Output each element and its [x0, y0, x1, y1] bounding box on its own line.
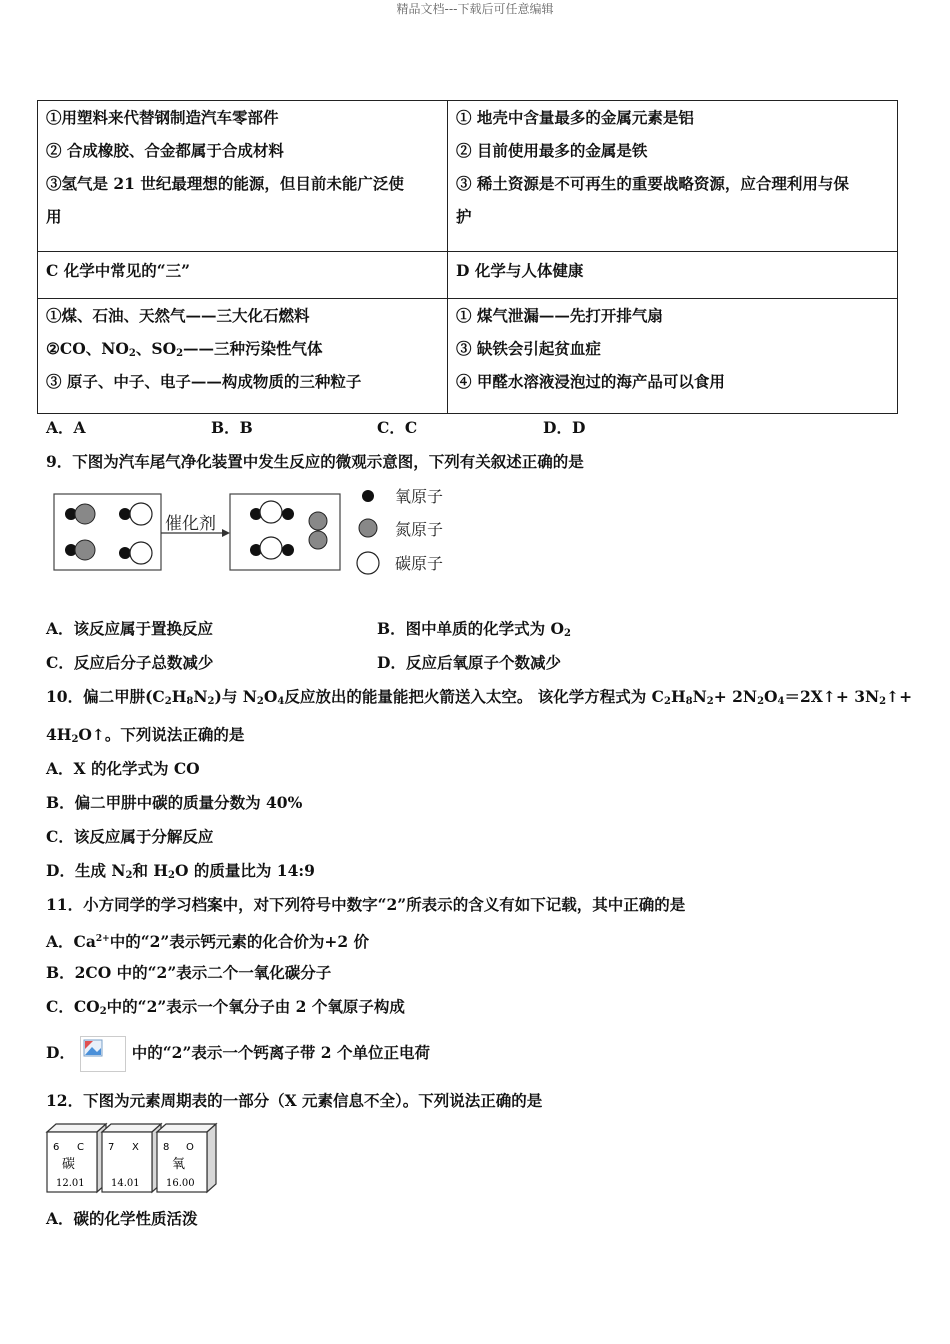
carbon-atom	[260, 501, 282, 523]
oxygen-atom	[282, 508, 294, 520]
q9-option-a[interactable]: A．该反应属于置换反应	[46, 619, 214, 638]
element-number: 8	[163, 1142, 170, 1153]
element-cell-oxygen	[157, 1124, 216, 1192]
text: D．	[46, 1043, 75, 1062]
subscript: 2	[168, 870, 175, 881]
element-mass: 12.01	[56, 1178, 85, 1189]
q10-stem-line1	[46, 687, 912, 712]
subscript: 2	[564, 628, 571, 639]
q11-option-d[interactable]	[46, 1035, 430, 1072]
cell-line: ③氢气是 21 世纪最理想的能源，但目前未能广泛使	[46, 174, 404, 193]
subscript: 2	[879, 696, 887, 707]
subscript: 2	[176, 348, 184, 359]
product-box	[230, 494, 340, 570]
cell-line: D 化学与人体健康	[456, 261, 584, 280]
text: 4H	[46, 725, 72, 744]
q10-stem-line2	[46, 725, 244, 750]
subscript: 2	[125, 870, 133, 881]
subscript: 4	[277, 696, 285, 707]
text: N	[193, 687, 208, 706]
subscript: 2	[663, 696, 671, 707]
superscript: 2+	[95, 934, 110, 944]
q9-option-c[interactable]: C．反应后分子总数减少	[46, 653, 214, 672]
table-row	[38, 252, 898, 299]
q8-option-a[interactable]: A．A	[46, 418, 86, 437]
page-header: 精品文档---下载后可任意编辑	[396, 2, 554, 16]
legend-oxygen-label: 氧原子	[395, 487, 444, 506]
cell-line: ④ 甲醛水溶液浸泡过的海产品可以食用	[456, 372, 725, 391]
carbon-atom	[130, 542, 152, 564]
q10-option-c[interactable]: C．该反应属于分解反应	[46, 827, 214, 846]
text: O	[263, 687, 278, 706]
cell-line: ② 合成橡胶、合金都属于合成材料	[46, 141, 284, 160]
nitrogen-atom	[75, 504, 95, 524]
table-row	[38, 299, 898, 414]
q8-option-c[interactable]: C．C	[377, 418, 418, 437]
q8-option-b[interactable]: B．B	[211, 418, 253, 437]
cell-line: ① 煤气泄漏——先打开排气扇	[456, 306, 663, 325]
broken-image-icon	[80, 1036, 126, 1072]
text: 中的“2”表示一个氧分子由 2 个氧原子构成	[106, 997, 405, 1016]
subscript: 2	[99, 1006, 107, 1017]
subscript: 8	[685, 696, 693, 707]
q12-stem: 12．下图为元素周期表的一部分（X 元素信息不全）。下列说法正确的是	[46, 1091, 543, 1110]
text: H	[171, 687, 187, 706]
q11-stem: 11．小方同学的学习档案中，对下列符号中数字“2”所表示的含义有如下记载，其中正确的是	[46, 895, 686, 914]
text: N	[692, 687, 707, 706]
text: 反应放出的能量能把火箭送入太空。 该化学方程式为 C	[284, 687, 664, 706]
cell-line: ①煤、石油、天然气——三大化石燃料	[46, 306, 310, 325]
element-name: 碳	[62, 1157, 76, 1172]
carbon-atom	[130, 503, 152, 525]
q10-option-d[interactable]	[46, 861, 315, 886]
element-mass: 14.01	[111, 1178, 140, 1189]
q11-option-c[interactable]	[46, 997, 405, 1022]
element-symbol: X	[132, 1142, 139, 1153]
q10-option-b[interactable]: B．偏二甲肼中碳的质量分数为 40%	[46, 793, 303, 812]
cell-line: ③ 稀土资源是不可再生的重要战略资源，应合理利用与保	[456, 174, 849, 193]
oxygen-atom	[282, 544, 294, 556]
legend-carbon-label: 碳原子	[395, 554, 444, 573]
subscript: 8	[186, 696, 194, 707]
subscript: 2	[706, 696, 714, 707]
subscript: 2	[71, 734, 79, 745]
q10-option-a[interactable]: A．X 的化学式为 CO	[46, 759, 200, 778]
subscript: 4	[777, 696, 785, 707]
text: D．生成 N	[46, 861, 126, 880]
table-cell-d-header	[448, 252, 898, 299]
cell-line: ①用塑料来代替钢制造汽车零部件	[46, 108, 279, 127]
text: C．CO	[46, 997, 100, 1016]
text: )与 N	[214, 687, 257, 706]
carbon-atom	[260, 537, 282, 559]
text: ——三种污染性气体	[183, 339, 323, 358]
table-cell-c	[38, 299, 448, 414]
element-symbol: C	[77, 1142, 84, 1153]
text: O 的质量比为 14:9	[175, 861, 315, 880]
arrow-head-icon	[222, 529, 230, 537]
subscript: 2	[207, 696, 215, 707]
text: ＝2X↑+ 3N	[784, 687, 880, 706]
subscript: 2	[128, 348, 136, 359]
oxygen-atom	[119, 547, 131, 559]
cell-line: ② 目前使用最多的金属是铁	[456, 141, 648, 160]
legend-nitrogen-icon	[359, 519, 377, 537]
q11-option-a[interactable]	[46, 929, 369, 952]
cell-line: ① 地壳中含量最多的金属元素是铝	[456, 108, 694, 127]
cell-line: 护	[456, 207, 472, 226]
q8-table	[37, 100, 898, 414]
legend-carbon-icon	[357, 552, 379, 574]
text: B．图中单质的化学式为 O	[377, 619, 564, 638]
text: 中的“2”表示一个钙离子带 2 个单位正电荷	[131, 1043, 430, 1062]
q8-option-d[interactable]: D．D	[543, 418, 586, 437]
q9-option-b[interactable]	[377, 619, 571, 644]
legend-nitrogen-label: 氮原子	[395, 520, 444, 539]
table-cell-c-header	[38, 252, 448, 299]
q9-reaction-diagram	[50, 484, 470, 584]
q9-option-d[interactable]: D．反应后氧原子个数减少	[377, 653, 561, 672]
text: + 2N	[713, 687, 758, 706]
element-symbol: O	[186, 1142, 194, 1153]
cell-line: C 化学中常见的“三”	[46, 261, 191, 280]
subscript: 2	[757, 696, 765, 707]
text: 10．偏二甲肼(C	[46, 687, 165, 706]
text: 、SO	[135, 339, 177, 358]
element-cell-carbon	[47, 1124, 106, 1192]
text: A．Ca	[46, 932, 96, 951]
table-cell-b	[448, 101, 898, 252]
element-cell-x	[102, 1124, 161, 1192]
nitrogen-atom	[309, 512, 327, 530]
text: ↑+	[886, 687, 913, 706]
table-cell-a	[38, 101, 448, 252]
subscript: 2	[164, 696, 172, 707]
periodic-table-excerpt	[44, 1122, 224, 1198]
text: ②CO、NO	[46, 339, 129, 358]
q11-option-b[interactable]: B．2CO 中的“2”表示二个一氧化碳分子	[46, 963, 332, 982]
q12-option-a[interactable]: A．碳的化学性质活泼	[46, 1209, 198, 1228]
catalyst-label: 催化剂	[165, 514, 216, 534]
table-row	[38, 101, 898, 252]
text: 和 H	[132, 861, 169, 880]
cell-line: ③ 原子、中子、电子——构成物质的三种粒子	[46, 372, 362, 391]
nitrogen-atom	[309, 531, 327, 549]
text: O↑。下列说法正确的是	[78, 725, 245, 744]
cell-line	[46, 332, 439, 365]
element-number: 7	[108, 1142, 115, 1153]
element-name: 氧	[172, 1157, 186, 1172]
subscript: 2	[256, 696, 264, 707]
element-number: 6	[53, 1142, 60, 1153]
text: 中的“2”表示钙元素的化合价为+2 价	[109, 932, 370, 951]
oxygen-atom	[119, 508, 131, 520]
text: H	[670, 687, 686, 706]
legend-oxygen-icon	[362, 490, 374, 502]
text: O	[764, 687, 778, 706]
cell-line: 用	[46, 207, 62, 226]
nitrogen-atom	[75, 540, 95, 560]
cell-line: ③ 缺铁会引起贫血症	[456, 339, 601, 358]
element-mass: 16.00	[166, 1178, 195, 1189]
table-cell-d	[448, 299, 898, 414]
q9-stem: 9．下图为汽车尾气净化装置中发生反应的微观示意图，下列有关叙述正确的是	[46, 452, 584, 471]
